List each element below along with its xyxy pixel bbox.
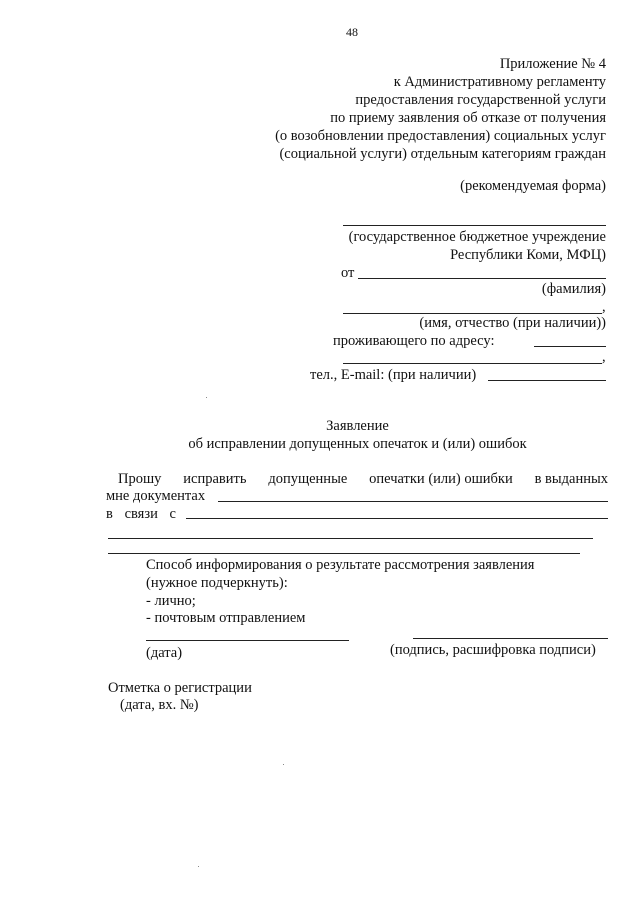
reason-field-line-1[interactable] [186, 518, 608, 519]
institution-hint-1: (государственное бюджетное учреждение [348, 229, 606, 245]
scan-speck [198, 866, 199, 867]
registration-hint: (дата, вх. №) [120, 697, 199, 713]
from-label: от [341, 265, 355, 281]
surname-hint: (фамилия) [541, 281, 606, 297]
registration-label: Отметка о регистрации [108, 680, 252, 696]
address-field-line-1[interactable] [534, 346, 606, 347]
method-note: (нужное подчеркнуть): [146, 575, 288, 591]
signature-field-line[interactable] [413, 638, 608, 639]
name-hint: (имя, отчество (при наличии)) [419, 315, 606, 331]
institution-field-line[interactable] [343, 225, 606, 226]
address-label: проживающего по адресу: [333, 333, 495, 349]
reason-word-1: в [106, 506, 113, 522]
title-line-2: об исправлении допущенных опечаток и (или) ошибок [188, 436, 527, 452]
reason-word-2: связи [124, 506, 158, 522]
request-word-4: опечатки (или) ошибки [369, 471, 513, 487]
contact-label: тел., E-mail: (при наличии) [310, 367, 477, 383]
signature-hint: (подпись, расшифровка подписи) [390, 642, 596, 658]
from-field-line[interactable] [358, 278, 606, 279]
request-word-2: исправить [183, 471, 247, 487]
address-field-line-2[interactable] [343, 363, 602, 364]
header-line-5: (о возобновлении предоставления) социальных услуг [275, 128, 606, 144]
contact-field-line[interactable] [488, 380, 606, 381]
scan-speck [283, 764, 284, 765]
reason-word-3: с [169, 506, 176, 522]
request-word-3: допущенные [268, 471, 348, 487]
docs-field-line[interactable] [218, 501, 608, 502]
scan-speck [206, 397, 207, 398]
date-field-line[interactable] [146, 640, 349, 641]
header-line-3: предоставления государственной услуги [355, 92, 606, 108]
request-word-1: Прошу [118, 471, 162, 487]
header-line-4: по приему заявления об отказе от получения [330, 110, 606, 126]
request-word-5: в выданных [534, 471, 608, 487]
option-in-person[interactable]: - лично; [146, 593, 196, 609]
header-line-6: (социальной услуги) отдельным категориям граждан [279, 146, 606, 162]
page-number: 48 [346, 25, 358, 39]
request-line [118, 471, 608, 488]
header-line-2: к Административному регламенту [393, 74, 606, 90]
reason-label [106, 506, 176, 523]
option-by-mail[interactable]: - почтовым отправлением [146, 610, 306, 626]
form-note: (рекомендуемая форма) [460, 178, 606, 194]
name-field-line[interactable] [343, 313, 602, 314]
method-title: Способ информирования о результате рассмотрения заявления [146, 557, 535, 573]
title-line-1: Заявление [326, 418, 389, 434]
reason-field-line-3[interactable] [108, 553, 580, 554]
reason-field-line-2[interactable] [108, 538, 593, 539]
institution-hint-2: Республики Коми, МФЦ) [450, 247, 606, 263]
comma-1: , [602, 299, 606, 315]
comma-2: , [602, 349, 606, 365]
header-line-1: Приложение № 4 [499, 56, 606, 72]
date-hint: (дата) [146, 645, 183, 661]
docs-label: мне документах [106, 488, 206, 504]
